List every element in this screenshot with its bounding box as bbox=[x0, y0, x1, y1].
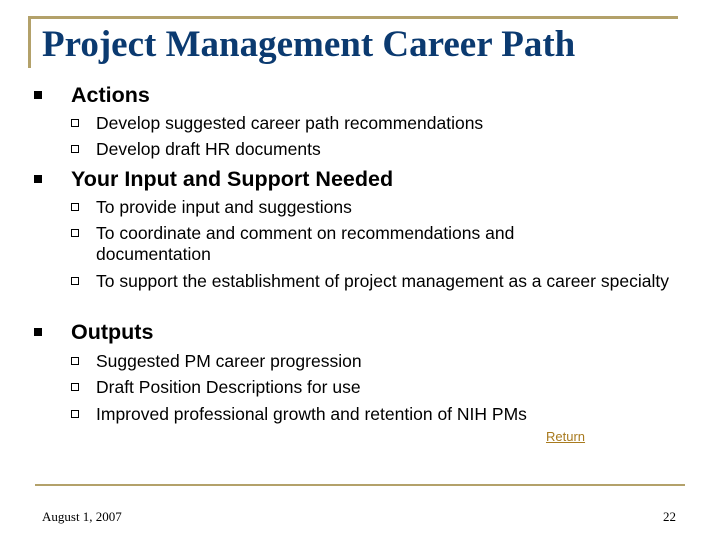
hollow-square-bullet-icon bbox=[71, 383, 79, 391]
footer-date: August 1, 2007 bbox=[42, 509, 122, 524]
bullet-item: Suggested PM career progression bbox=[96, 351, 362, 371]
square-bullet-icon bbox=[34, 328, 42, 336]
hollow-square-bullet-icon bbox=[71, 119, 79, 127]
title-frame-top-rule bbox=[28, 16, 678, 19]
hollow-square-bullet-icon bbox=[71, 203, 79, 211]
section-heading-outputs: Outputs bbox=[71, 320, 154, 344]
bullet-item: To provide input and suggestions bbox=[96, 197, 352, 217]
title-frame-left-rule bbox=[28, 16, 31, 68]
slide-title: Project Management Career Path bbox=[42, 24, 576, 65]
bullet-item: Develop draft HR documents bbox=[96, 139, 321, 159]
footer-rule bbox=[35, 484, 685, 486]
hollow-square-bullet-icon bbox=[71, 357, 79, 365]
section-heading-actions: Actions bbox=[71, 83, 150, 107]
bullet-item: To support the establishment of project management as a career specialty bbox=[96, 271, 669, 291]
bullet-item: To coordinate and comment on recommendations and documentation bbox=[96, 223, 515, 265]
hollow-square-bullet-icon bbox=[71, 277, 79, 285]
return-link[interactable]: Return bbox=[546, 429, 586, 444]
hollow-square-bullet-icon bbox=[71, 410, 79, 418]
square-bullet-icon bbox=[34, 91, 42, 99]
bullet-item: Develop suggested career path recommendations bbox=[96, 113, 484, 133]
bullet-item: Draft Position Descriptions for use bbox=[96, 377, 361, 397]
square-bullet-icon bbox=[34, 175, 42, 183]
hollow-square-bullet-icon bbox=[71, 229, 79, 237]
hollow-square-bullet-icon bbox=[71, 145, 79, 153]
page-number: 22 bbox=[663, 509, 676, 524]
section-heading-input-support: Your Input and Support Needed bbox=[71, 167, 394, 191]
bullet-item: Improved professional growth and retention of NIH PMs bbox=[96, 404, 527, 424]
